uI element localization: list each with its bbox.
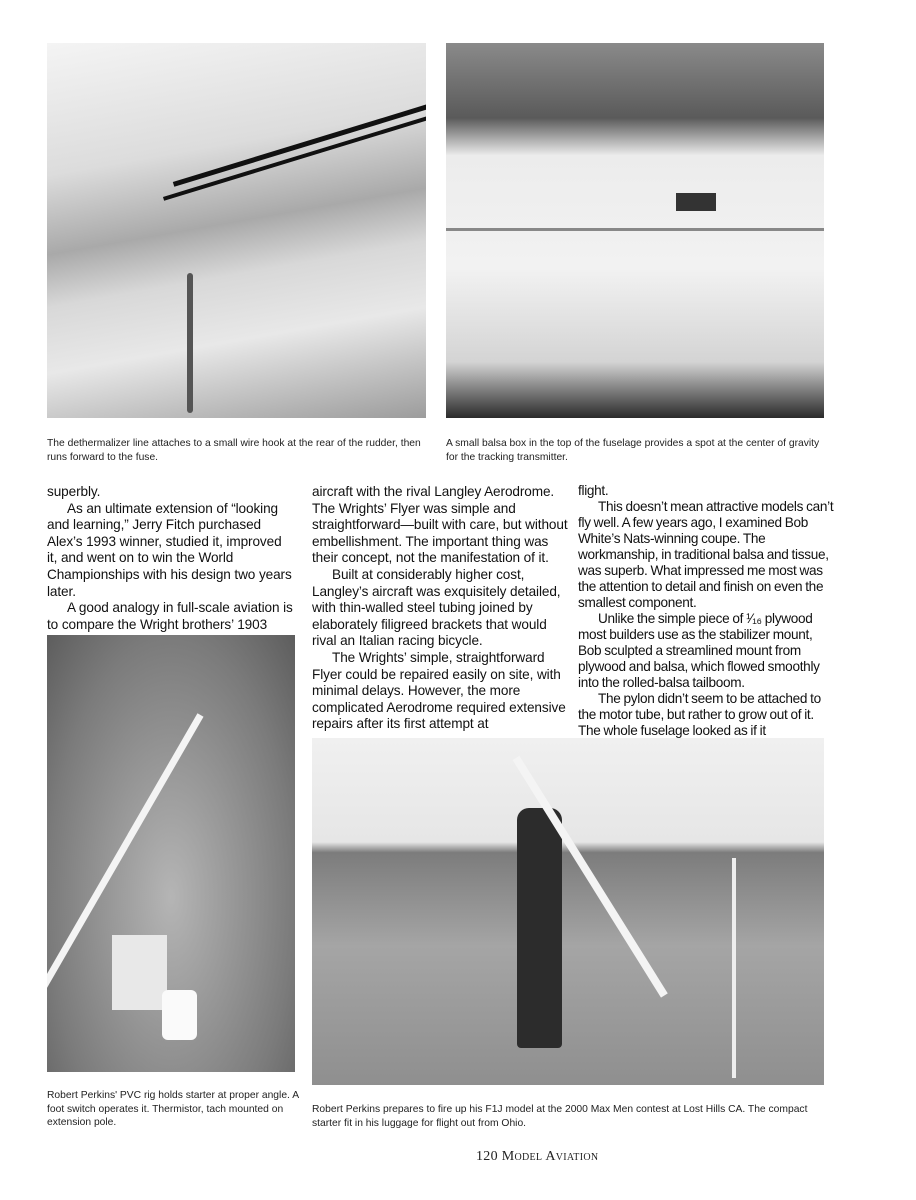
paragraph: flight. (578, 483, 609, 498)
paragraph: The pylon didn’t seem to be attached to the motor tube, but rather to grow out of it. The whole fuselage looked as if it (578, 691, 821, 738)
photo-robert-perkins-f1j (312, 738, 824, 1085)
caption-pvc-rig: Robert Perkins' PVC rig holds starter at proper angle. A foot switch operates it. Thermistor, tach mounted on extension pole. (47, 1090, 299, 1128)
photo-fuselage-balsa-box (446, 43, 824, 418)
article-column-2 (312, 484, 568, 733)
paragraph: This doesn’t mean attractive models can’t fly well. A few years ago, I examined Bob White’s Nats-winning coupe. The workmanship, in traditional balsa and tissue, was superb. What impressed me most was the attention to detail and finish on even the smallest component. (578, 499, 834, 610)
paragraph: Built at considerably higher cost, Langley’s aircraft was exquisitely detailed, with thin-walled steel tubing joined by elaborately filigreed brackets that would rival an Italian racing bicycle. (312, 566, 561, 649)
photo-dethermalizer-rudder (47, 43, 426, 418)
paragraph: aircraft with the rival Langley Aerodrome. The Wrights’ Flyer was simple and straightforward—built with care, but without embellishment. The important thing was their concept, not the manifestation of it. (312, 484, 568, 566)
article-column-1 (47, 484, 293, 633)
paragraph: A good analogy in full-scale aviation is to compare the Wright brothers’ 1903 (47, 600, 293, 632)
paragraph: Unlike the simple piece of ¹⁄₁₆ plywood most builders use as the stabilizer mount, Bob sculpted a streamlined mount from plywood and balsa, which flowed smoothly into the rolled-balsa tailboom. (578, 611, 820, 690)
caption-robert-perkins: Robert Perkins prepares to fire up his F1J model at the 2000 Max Men contest at Lost Hills CA. The compact starter fit in his luggage for flight out from Ohio. (312, 1104, 808, 1129)
article-column-3 (578, 483, 836, 739)
paragraph: The Wrights’ simple, straightforward Flyer could be repaired easily on site, with minimal delays. However, the more complicated Aerodrome required extensive repairs after its first attempt at (312, 649, 566, 732)
photo-pvc-starter-rig (47, 635, 295, 1072)
paragraph: superbly. (47, 484, 101, 499)
caption-dethermalizer: The dethermalizer line attaches to a small wire hook at the rear of the rudder, then runs forward to the fuse. (47, 438, 421, 463)
paragraph: As an ultimate extension of “looking and learning,” Jerry Fitch purchased Alex’s 1993 winner, studied it, improved it, and went on to win the World Championships with his design two years later. (47, 500, 292, 599)
page-footer: 120 Model Aviation (476, 1149, 599, 1164)
caption-balsa-box: A small balsa box in the top of the fuselage provides a spot at the center of gravity for the tracking transmitter. (446, 438, 820, 463)
